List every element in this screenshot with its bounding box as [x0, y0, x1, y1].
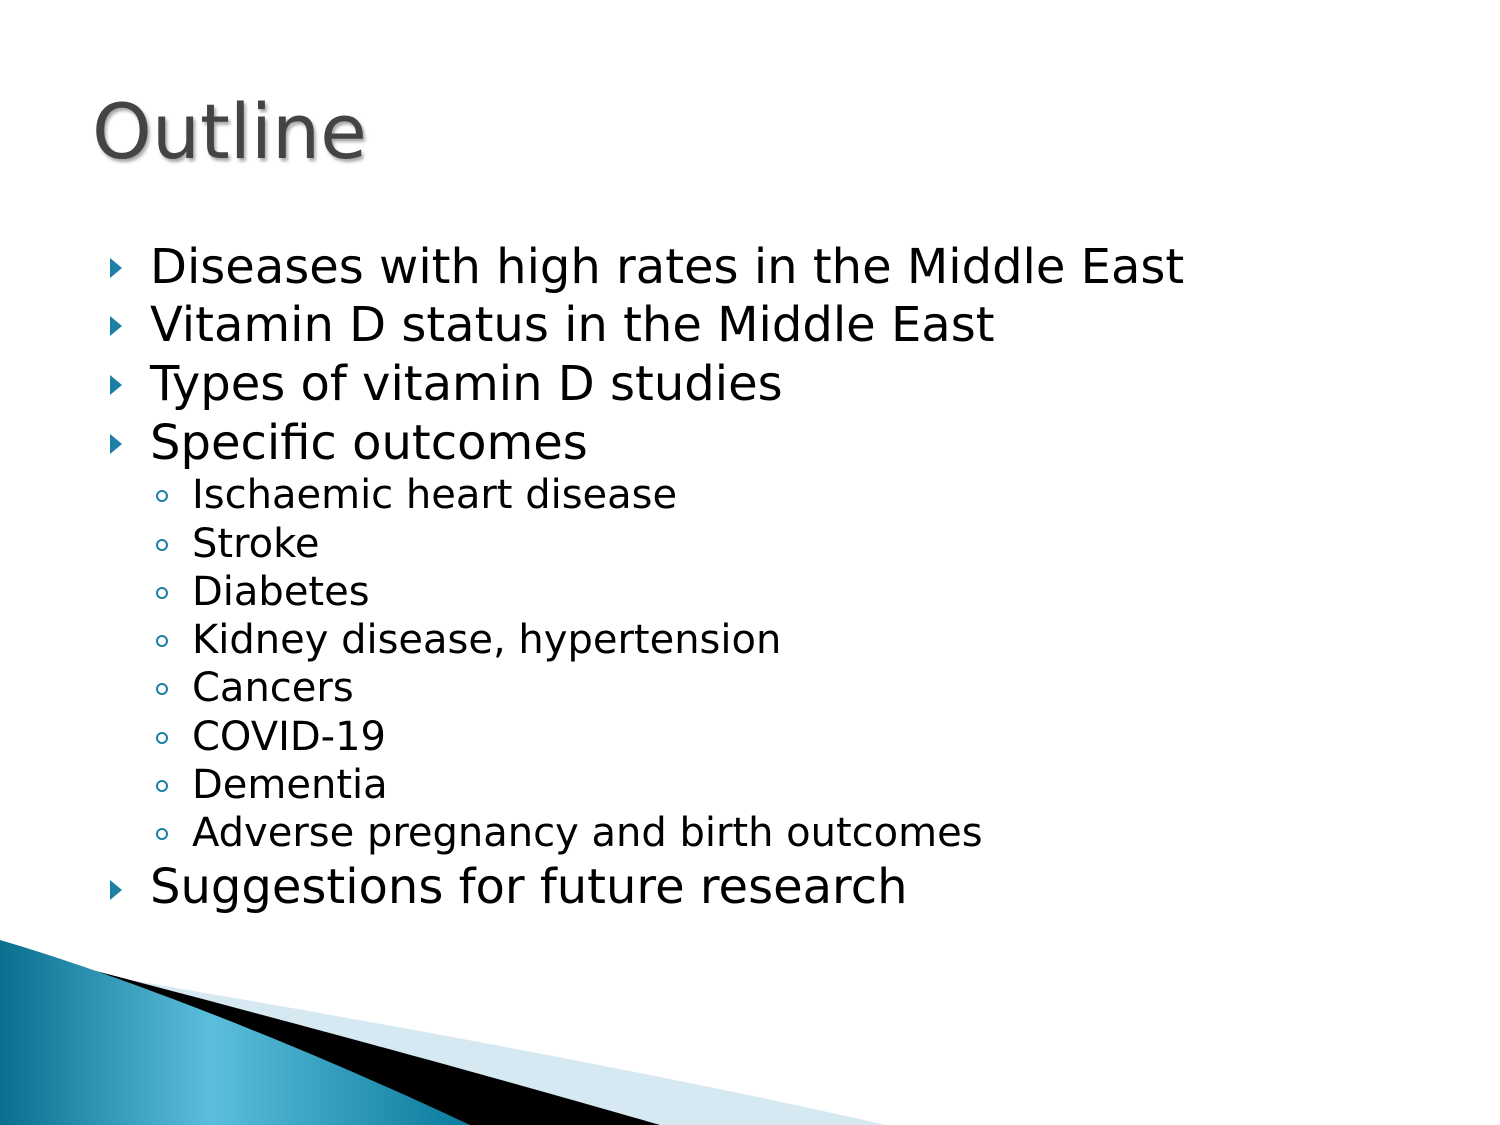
- sub-list-item-text: COVID-19: [192, 714, 387, 760]
- sub-list-item-text: Diabetes: [192, 569, 370, 615]
- list-item-text: Suggestions for future research: [150, 859, 908, 915]
- sub-list-item-text: Cancers: [192, 665, 354, 711]
- sub-list-item-text: Kidney disease, hypertension: [192, 617, 782, 663]
- list-item-text: Diseases with high rates in the Middle East: [150, 239, 1185, 295]
- list-item-text: Types of vitamin D studies: [150, 356, 783, 412]
- list-item-text: Specific outcomes: [150, 415, 588, 471]
- slide-title: Outline: [92, 87, 367, 176]
- sub-list-item-text: Dementia: [192, 762, 388, 808]
- sub-list-item-text: Ischaemic heart disease: [192, 472, 678, 518]
- list-item-text: Vitamin D status in the Middle East: [150, 297, 995, 353]
- sub-list-item-text: Adverse pregnancy and birth outcomes: [192, 810, 983, 856]
- sub-list-item-text: Stroke: [192, 521, 320, 567]
